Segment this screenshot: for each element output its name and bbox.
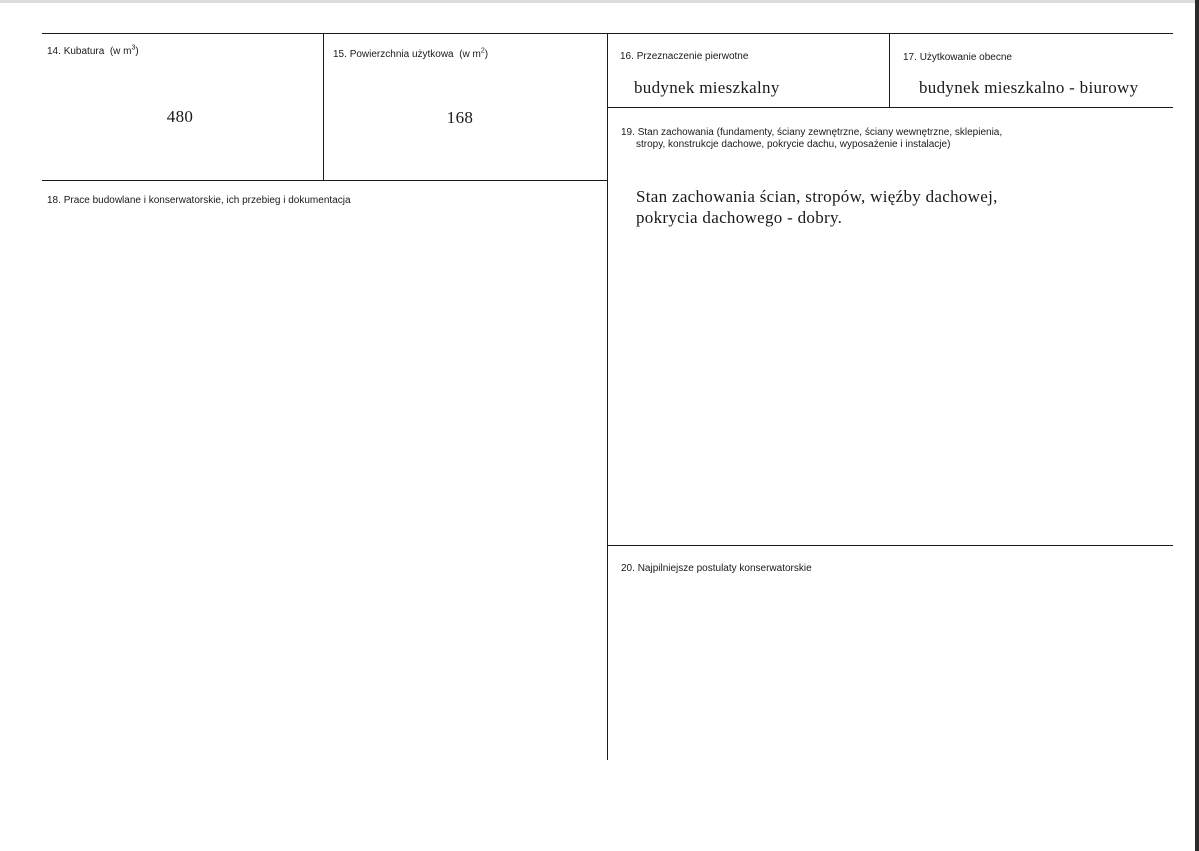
form-divider-14-15 — [323, 33, 324, 181]
field-17-label — [903, 52, 1012, 64]
field-20-number: 20. — [621, 563, 635, 574]
field-16-value: budynek mieszkalny — [634, 78, 780, 97]
field-18-number: 18. — [47, 195, 61, 206]
field-14-unit: (w $m^3$) — [109, 44, 139, 57]
field-14-title: Kubatura — [63, 46, 105, 57]
field-16-title: Przeznaczenie pierwotne — [636, 51, 749, 62]
page-top-edge — [0, 0, 1199, 3]
field-20-label — [621, 563, 812, 575]
field-19-label-line2: stropy, konstrukcje dachowe, pokrycie dachu, wyposażenie i instalacje) — [636, 139, 951, 150]
field-19-value — [636, 186, 998, 228]
field-14-value: 480 — [166, 107, 194, 126]
form-divider-15-16 — [607, 33, 608, 760]
field-16-label — [620, 51, 748, 63]
field-15-label — [333, 49, 488, 61]
field-18-title: Prace budowlane i konserwatorskie, ich przebieg i dokumentacja — [63, 195, 351, 206]
field-14-number: 14. — [47, 46, 61, 57]
form-line-under-14-15 — [42, 180, 607, 181]
field-15-number: 15. — [333, 49, 347, 60]
field-19-value-line2: pokrycia dachowego - dobry. — [636, 208, 843, 227]
page-right-edge — [1195, 0, 1199, 851]
field-18-label — [47, 195, 351, 207]
field-19-label — [621, 127, 1002, 151]
form-line-under-16-17 — [607, 107, 1173, 108]
field-16-number: 16. — [620, 51, 634, 62]
field-15-unit: (w $m^2$) — [459, 47, 489, 60]
field-17-number: 17. — [903, 52, 917, 63]
field-17-value: budynek mieszkalno - biurowy — [919, 78, 1139, 97]
field-19-value-line1: Stan zachowania ścian, stropów, więźby dachowej, — [636, 187, 998, 206]
field-20-title: Najpilniejsze postulaty konserwatorskie — [637, 563, 812, 574]
field-17-title: Użytkowanie obecne — [919, 52, 1012, 63]
form-line-above-20 — [607, 545, 1173, 546]
field-15-value: 168 — [446, 108, 474, 127]
form-divider-16-17 — [889, 33, 890, 107]
field-15-title: Powierzchnia użytkowa — [349, 49, 454, 60]
field-14-label — [47, 46, 139, 58]
field-19-label-line1: 19. Stan zachowania (fundamenty, ściany zewnętrzne, ściany wewnętrzne, sklepienia, — [621, 127, 1003, 138]
